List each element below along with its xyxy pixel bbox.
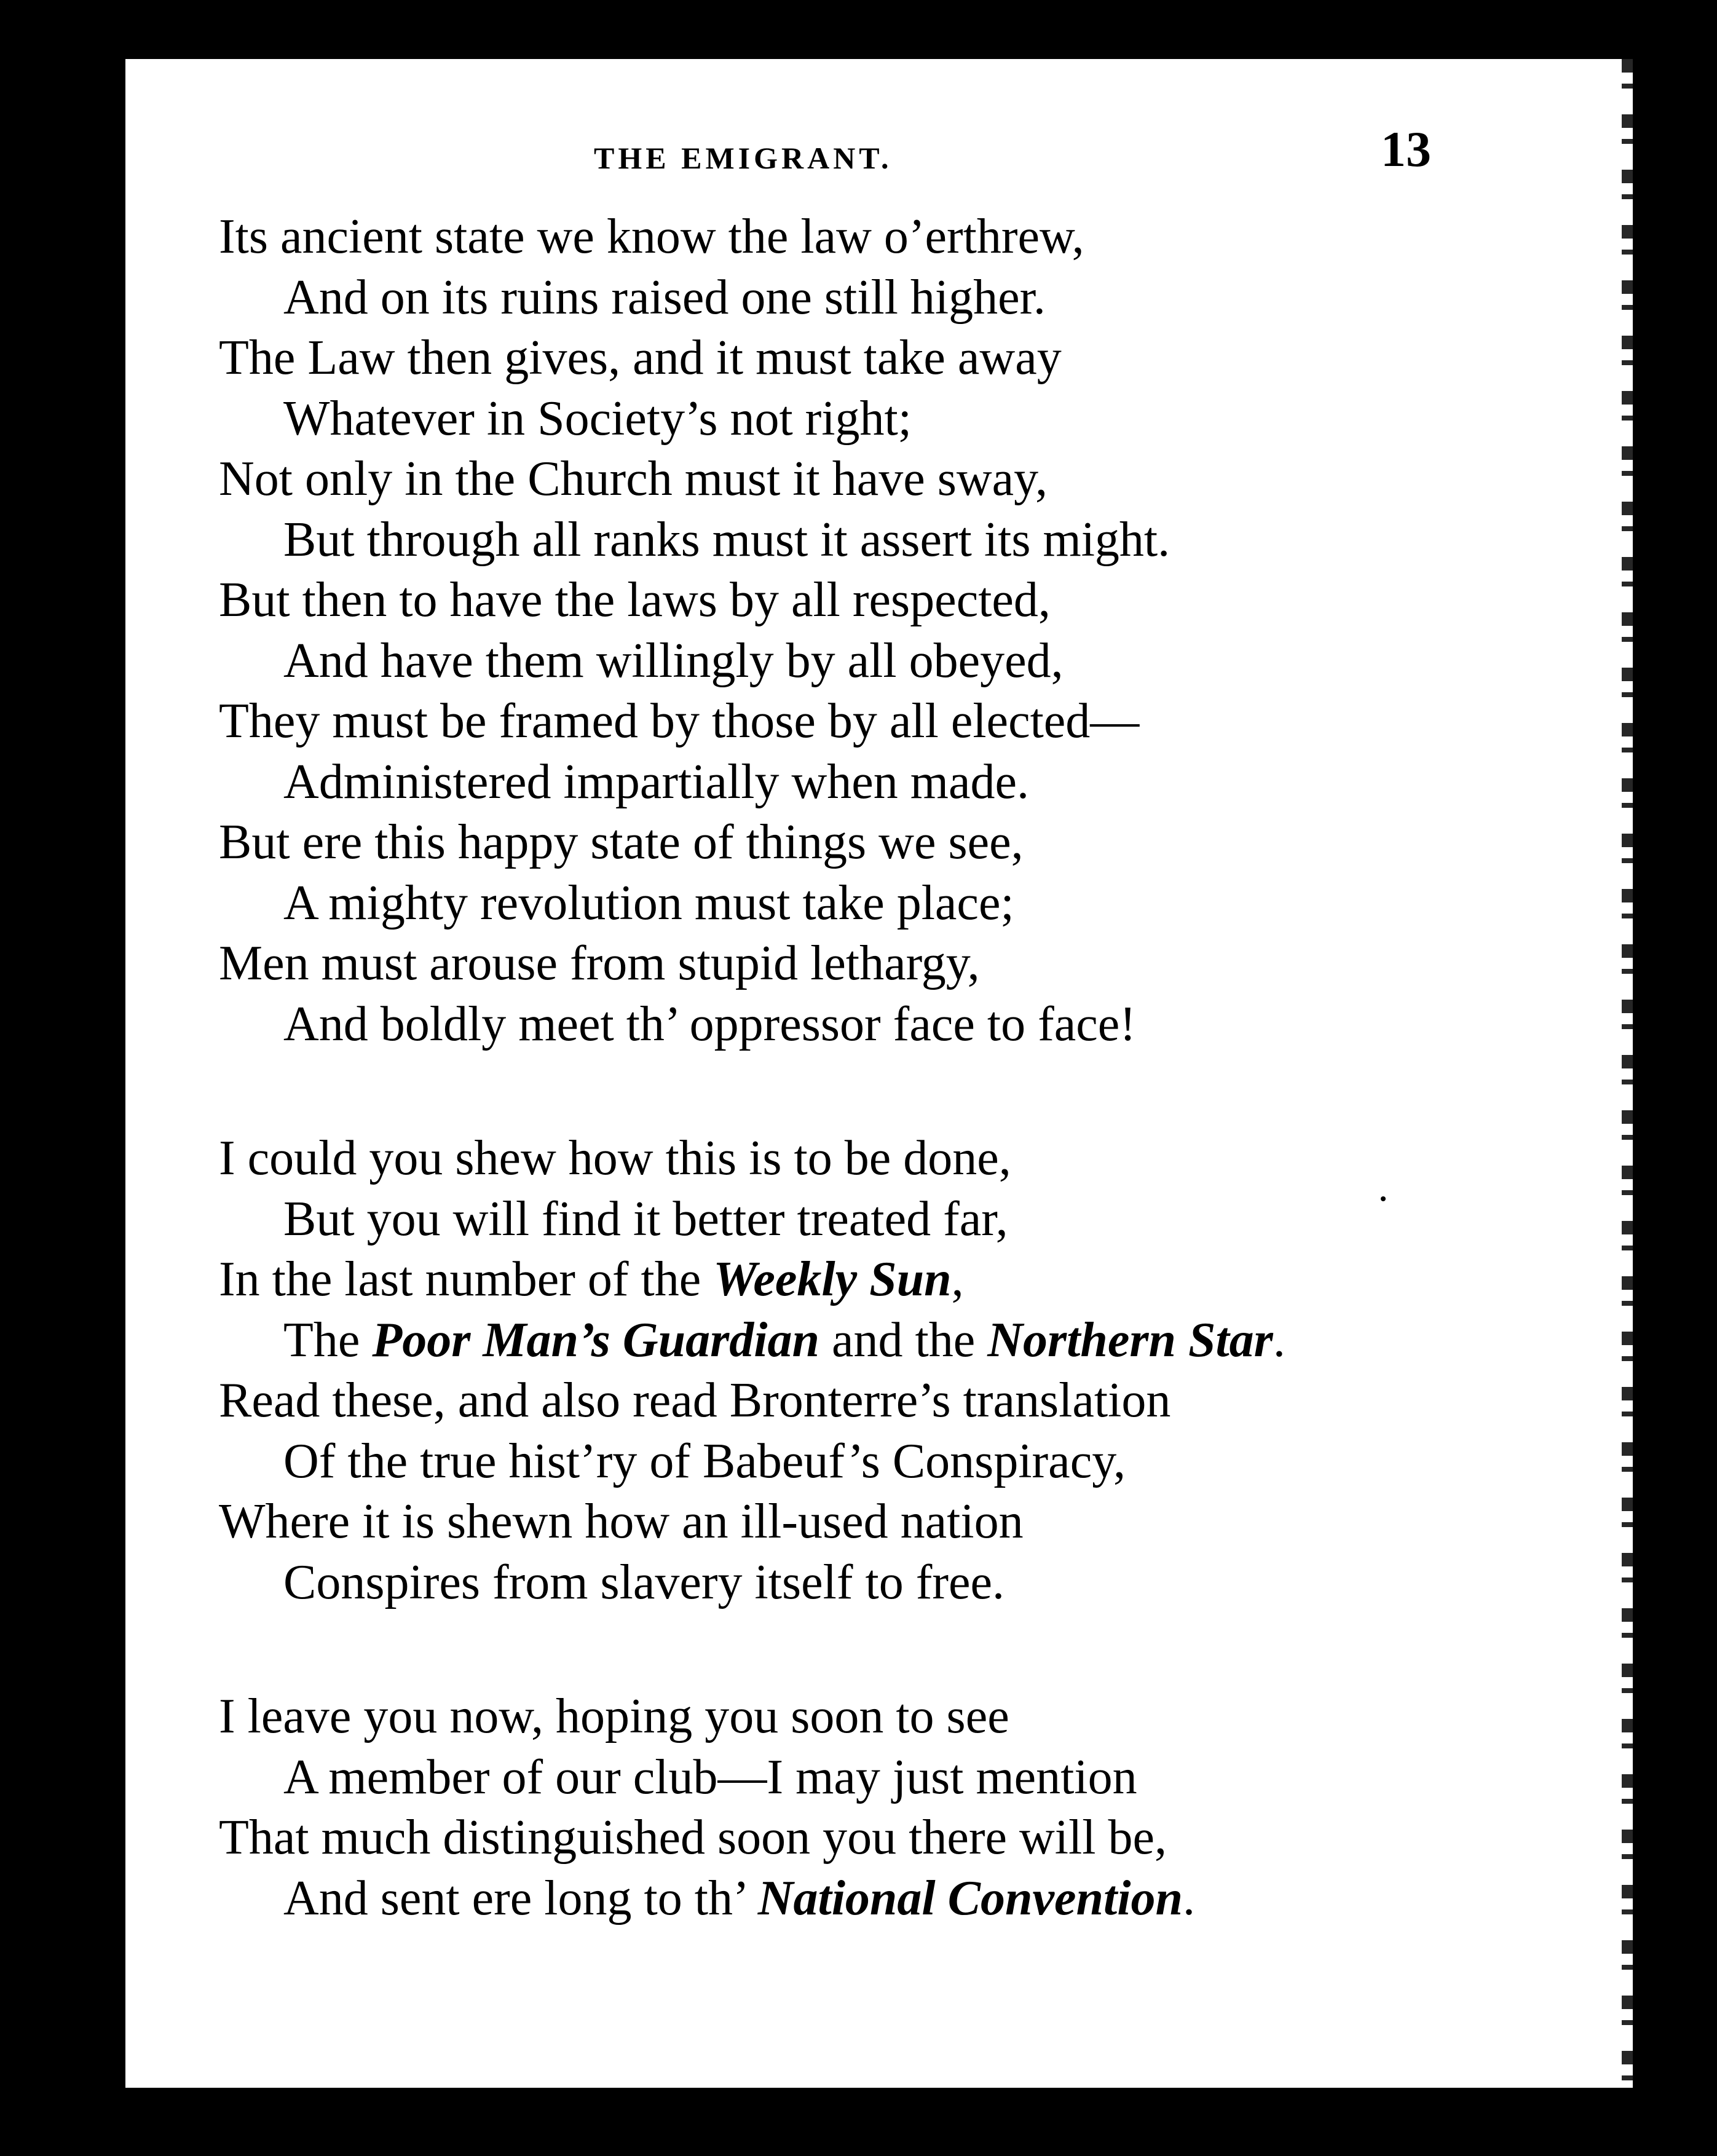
- poem-line: The Law then gives, and it must take away: [219, 331, 1062, 385]
- poem-line: That much distinguished soon you there will be,: [219, 1810, 1167, 1865]
- poem-line: Its ancient state we know the law o’erthrew,: [219, 210, 1084, 264]
- poem-line: A member of our club—I may just mention: [283, 1750, 1137, 1804]
- poem-line: And have them willingly by all obeyed,: [283, 633, 1064, 688]
- stanza: [219, 207, 1602, 1054]
- poem-line: Read these, and also read Bronterre’s translation: [219, 1373, 1171, 1427]
- poem-line: But you will find it better treated far,: [283, 1191, 1008, 1246]
- poem-line: Where it is shewn how an ill-used nation: [219, 1495, 1024, 1549]
- page-header: [120, 120, 1633, 188]
- line-segment: Weekly Sun: [713, 1252, 952, 1306]
- poem-line: But ere this happy state of things we see,: [219, 815, 1024, 869]
- line-segment: Northern Star: [987, 1313, 1273, 1367]
- poem-line: Conspires from slavery itself to free.: [283, 1555, 1005, 1609]
- poem-line: But through all ranks must it assert its might.: [283, 512, 1170, 567]
- poem-line: But then to have the laws by all respected,: [219, 573, 1051, 627]
- poem-line: Of the true hist’ry of Babeuf’s Conspiracy,: [283, 1434, 1126, 1488]
- stanza: [219, 1686, 1602, 1929]
- line-segment: And sent ere long to th’: [283, 1871, 758, 1925]
- poem-line: I leave you now, hoping you soon to see: [219, 1689, 1009, 1743]
- book-page: [120, 59, 1633, 2088]
- poem-line: And boldly meet th’ oppressor face to face!: [283, 997, 1136, 1051]
- poem-line: Not only in the Church must it have sway,: [219, 452, 1048, 506]
- stanza: [219, 1128, 1602, 1613]
- poem-body: [219, 207, 1602, 2002]
- line-segment: National Convention: [757, 1871, 1183, 1925]
- poem-line: I could you shew how this is to be done,: [219, 1131, 1011, 1185]
- line-segment: Poor Man’s Guardian: [372, 1313, 819, 1367]
- poem-line: They must be framed by those by all elected—: [219, 694, 1140, 748]
- line-segment: .: [1273, 1313, 1285, 1367]
- page-number: 13: [1381, 121, 1431, 177]
- poem-line: And on its ruins raised one still higher.: [283, 270, 1046, 325]
- poem-line: [219, 1310, 1602, 1371]
- running-title: THE EMIGRANT.: [594, 141, 893, 175]
- line-segment: The: [283, 1313, 373, 1367]
- page-right-edge: [1622, 59, 1633, 2088]
- line-segment: .: [1182, 1871, 1195, 1925]
- poem-line: Whatever in Society’s not right;: [283, 391, 912, 446]
- poem-line: Administered impartially when made.: [283, 754, 1030, 809]
- line-segment: In the last number of the: [219, 1252, 714, 1306]
- poem-line: A mighty revolution must take place;: [283, 875, 1014, 930]
- line-segment: and the: [819, 1313, 988, 1367]
- poem-line: Men must arouse from stupid lethargy,: [219, 936, 980, 990]
- poem-line: [219, 1249, 1602, 1310]
- page-left-edge: [120, 59, 125, 2088]
- line-segment: ,: [951, 1252, 964, 1306]
- poem-line: [219, 1868, 1602, 1929]
